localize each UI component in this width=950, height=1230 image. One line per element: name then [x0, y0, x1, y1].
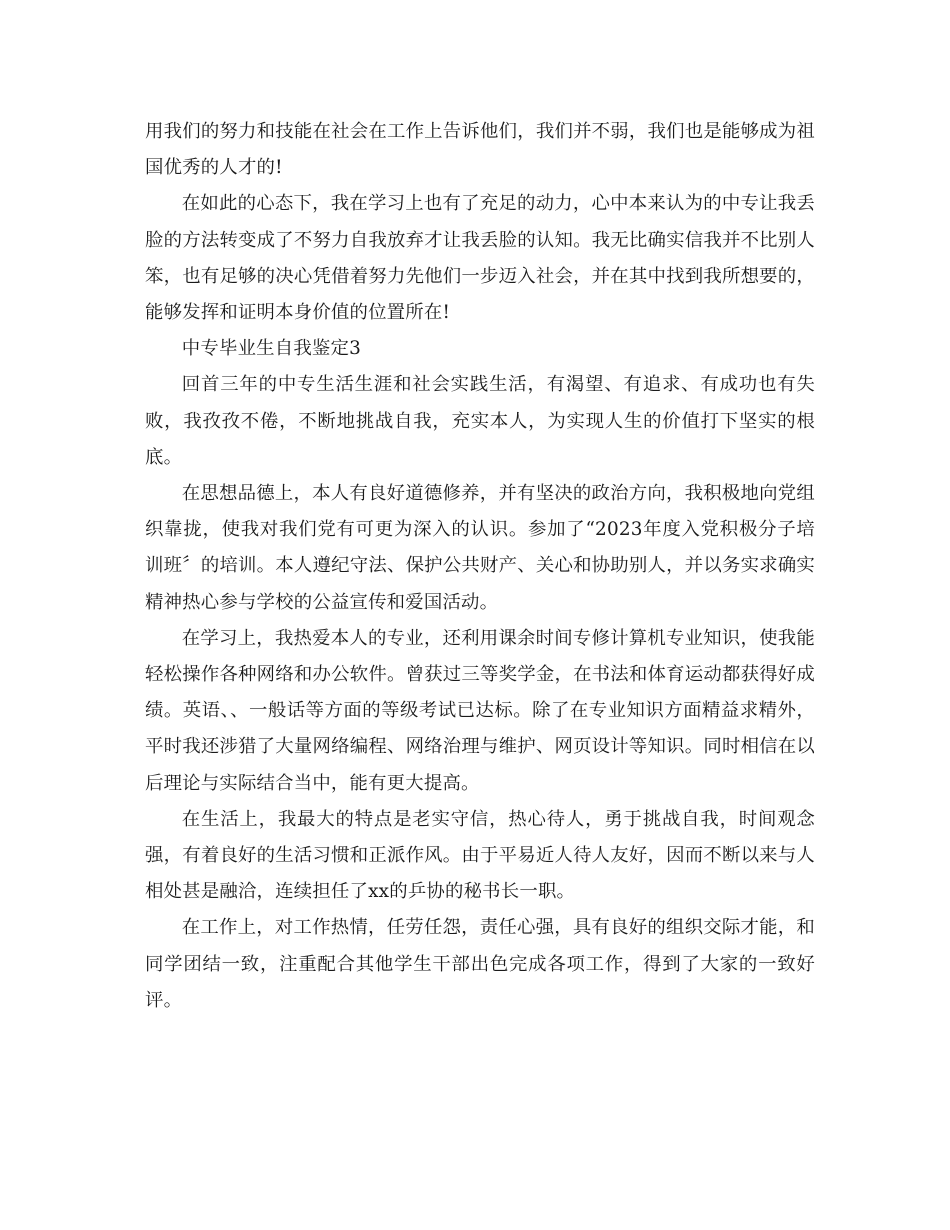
- paragraph-work: 在工作上，对工作热情，任劳任怨，责任心强，具有良好的组织交际才能，和同学团结一致，注重配合其他学生干部出色完成各项工作，得到了大家的一致好评。: [145, 917, 815, 1011]
- document-body: [145, 114, 815, 1019]
- paragraph-ideology: 在思想品德上，本人有良好道德修养，并有坚决的政治方向，我积极地向党组织靠拢，使我对我们党有可更为深入的认识。参加了“2023年度入党积极分子培训班〞的培训。本人遵纪守法、保护公共财产、关心和协助别人，并以务实求确实精神热心参与学校的公益宣传和爱国活动。: [145, 483, 815, 613]
- paragraph-review: 回首三年的中专生活生涯和社会实践生活，有渴望、有追求、有成功也有失败，我孜孜不倦，不断地挑战自我，充实本人，为实现人生的价值打下坚实的根底。: [145, 374, 815, 468]
- section-heading: 中专毕业生自我鉴定3: [181, 338, 362, 360]
- paragraph-continued: 用我们的努力和技能在社会在工作上告诉他们，我们并不弱，我们也是能够成为祖国优秀的人才的!: [145, 121, 815, 179]
- paragraph-study: 在学习上，我热爱本人的专业，还利用课余时间专修计算机专业知识，使我能轻松操作各种网络和办公软件。曾获过三等奖学金，在书法和体育运动都获得好成绩。英语、、一般话等方面的等级考试已达标。除了在专业知识方面精益求精外，平时我还涉猎了大量网络编程、网络治理与维护、网页设计等知识。同时相信在以后理论与实际结合当中，能有更大提高。: [145, 627, 815, 794]
- paragraph-mindset: 在如此的心态下，我在学习上也有了充足的动力，心中本来认为的中专让我丢脸的方法转变成了不努力自我放弃才让我丢脸的认知。我无比确实信我并不比别人笨，也有足够的决心凭借着努力先他们一步迈入社会，并在其中找到我所想要的，能够发挥和证明本身价值的位置所在!: [145, 193, 815, 324]
- paragraph-life: 在生活上，我最大的特点是老实守信，热心待人，勇于挑战自我，时间观念强，有着良好的生活习惯和正派作风。由于平易近人待人友好，因而不断以来与人相处甚是融洽，连续担任了xx的乒协的秘书长一职。: [145, 808, 815, 903]
